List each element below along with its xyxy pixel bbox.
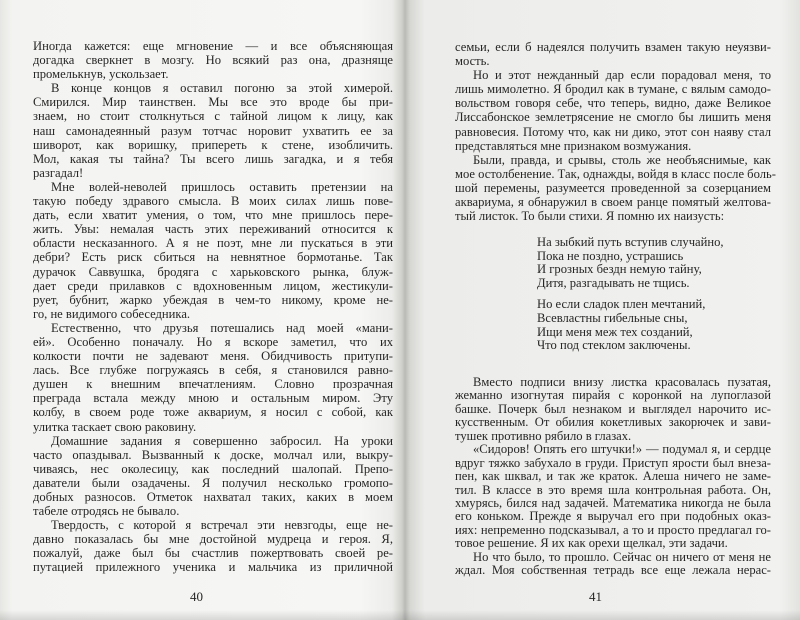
text-line: кусственным. От обилия кокетливых закорючек и зави- bbox=[455, 415, 771, 430]
text-line: Естественно, что друзья потешались над моей «мани- bbox=[51, 320, 393, 335]
text-line: рует, бубнит, жарко убеждая в чем-то никому, кроме не- bbox=[33, 292, 393, 307]
poem-line: И грозных бездн немую тайну, bbox=[537, 262, 702, 277]
text-line: Иногда кажется: еще мгновение — и все объясняющая bbox=[33, 39, 393, 53]
text-line: наш самонадеянный разум тотчас норовит ухватить ее за bbox=[33, 123, 393, 138]
page-number-right: 41 bbox=[589, 589, 602, 604]
right-page-text-bottom bbox=[455, 376, 771, 578]
text-line: колбу, в своем роде тоже аквариум, я носил с собой, как bbox=[33, 405, 393, 420]
text-line: душен к внешним впечатлениям. Словно прозрачная bbox=[33, 377, 393, 392]
text-line: вольством говоря себе, что теперь, видно, даже Великое bbox=[455, 96, 771, 111]
text-line: его коньком. Прежде я выручал его при подобных оказ- bbox=[455, 509, 771, 524]
text-line: лишь мимолетно. Я бродил как в тумане, с вялым самодо- bbox=[455, 82, 771, 97]
left-page-text bbox=[33, 39, 393, 575]
poem bbox=[537, 236, 777, 353]
text-line: лась. Все глубже погружаясь в себя, я становился равно- bbox=[33, 363, 393, 378]
text-line: табеле отродясь не бывало. bbox=[33, 504, 180, 519]
text-line: тый листок. То были стихи. Я помню их наизусть: bbox=[455, 209, 725, 224]
text-line: ей». Особенно поначалу. Но я вскоре заметил, что их bbox=[33, 334, 393, 349]
text-line: тил. В классе в это время шла контрольная работа. Он, bbox=[455, 482, 771, 497]
text-line: го, не видимого собеседника. bbox=[33, 306, 191, 321]
text-line: шиворот, как воришку, припереть к стене, изобличить. bbox=[33, 137, 393, 152]
text-line: путацией прилежного ученика и мальчика из приличной bbox=[33, 560, 393, 575]
text-line: часто опаздывал. Вызванный к доске, молчал или, выкру- bbox=[33, 447, 393, 462]
text-line: Лиссабонское землетрясение не смогло бы лишить меня bbox=[455, 110, 771, 125]
text-line: знаем, но стоит столкнуться с тайной лицом к лицу, как bbox=[33, 109, 393, 124]
text-line: аквариума, я обнаружил в своем ранце помятый желтова- bbox=[455, 195, 771, 210]
text-line: мое остолбенение. Так, однажды, войдя в класс после боль- bbox=[455, 166, 776, 181]
poem-line: Но если сладок плен мечтаний, bbox=[537, 297, 706, 312]
text-line: дает среди прилавков с вдохновенным лицом, жестикули- bbox=[33, 278, 393, 293]
text-line: добных разносов. Отметок нахватал таких, каких в моем bbox=[33, 490, 393, 504]
poem-line: Всевластны гибельные сны, bbox=[537, 310, 688, 325]
text-line: дурачок Саввушка, бродяга с харьковского рынка, блуж- bbox=[33, 264, 393, 279]
text-line: ждал. Моя собственная тетрадь все еще лежала нерас- bbox=[455, 563, 771, 578]
text-line: Смирился. Мир таинствен. Мы все это вроде бы при- bbox=[33, 95, 393, 110]
text-line: Вместо подписи внизу листка красовалась пузатая, bbox=[473, 375, 771, 389]
text-line: даватели были озадачены. Я получил несколько громопо- bbox=[33, 475, 393, 490]
text-line: дать, если хватит умения, о том, что мне пришлось пере- bbox=[33, 208, 393, 223]
text-line: Но что было, то прошло. Сейчас он ничего от меня не bbox=[473, 549, 771, 564]
text-line: давно показалась бы мне достойной мудреца и героя. Я, bbox=[33, 532, 393, 547]
text-line: мость. bbox=[455, 54, 490, 69]
text-line: Домашние задания я совершенно забросил. На уроки bbox=[51, 433, 393, 448]
text-line: области несказанного. А я не поэт, мне ли пускаться в эти bbox=[33, 236, 393, 251]
poem-line: Что под стеклом заключены. bbox=[537, 338, 691, 353]
poem-line: На зыбкий путь вступив случайно, bbox=[537, 235, 724, 249]
text-line: такую победу здравого смысла. В моих силах лишь пове- bbox=[33, 194, 393, 209]
text-line: пен, как шквал, и так же краток. Алеша ничего не заме- bbox=[455, 469, 771, 484]
text-line: улитка таскает свою раковину. bbox=[33, 419, 197, 434]
text-line: тушек противно рябило в глазах. bbox=[455, 428, 632, 443]
text-line: представляться мне признаком возмужания. bbox=[455, 138, 692, 153]
text-line: пожалуй, даже был бы счастлив пожертвовать своей ре- bbox=[33, 546, 393, 561]
page-number-left: 40 bbox=[190, 589, 203, 604]
text-line: товое решение. Я их как орехи щелкал, эти задачи. bbox=[455, 536, 728, 551]
text-line: Но и этот нежданный дар если порадовал меня, то bbox=[473, 68, 771, 83]
text-line: иях: непременно подсказывал, а то и просто предлагал го- bbox=[455, 522, 771, 537]
text-line: догадка сверкнет в мозгу. Но всякий раз она, дразняще bbox=[33, 53, 393, 68]
poem-line: Ищи меня меж тех созданий, bbox=[537, 324, 693, 339]
text-line: башке. Почерк был незнаком и выглядел нарочито ис- bbox=[455, 401, 771, 416]
text-line: жеманно изогнутая пирайя с коронкой на лупоглазой bbox=[455, 388, 771, 403]
text-line: чиваясь, нес околесицу, как последний шалопай. Препо- bbox=[33, 461, 393, 476]
poem-line: Дитя, разгадывать не тщись. bbox=[537, 275, 690, 290]
text-line: Были, правда, и срывы, столь же необъяснимые, как bbox=[473, 152, 771, 167]
text-line: Мол, какая ты тайна? Ты всего лишь загадка, и я тебя bbox=[33, 151, 393, 166]
text-line: хмурясь, бился над задачей. Математика никогда не была bbox=[455, 495, 771, 510]
text-line: «Сидоров! Опять его штучки!» — подумал я, и сердце bbox=[473, 442, 771, 457]
poem-line: Пока не поздно, устрашись bbox=[537, 248, 684, 263]
text-line: колкости почти не задевают меня. Обидчивость притупи- bbox=[33, 349, 393, 364]
text-line: вдруг тяжко забухало в груди. Приступ ярости был внеза- bbox=[455, 455, 771, 470]
text-line: преграда встала между мною и остальным миром. Эту bbox=[33, 391, 393, 406]
right-page-text-top bbox=[455, 40, 776, 224]
text-line: дебри? Есть риск сбиться на невнятное бормотанье. Так bbox=[33, 250, 393, 265]
scan-shadow bbox=[0, 610, 800, 620]
text-line: промелькнув, ускользает. bbox=[33, 67, 169, 82]
text-line: Мне волей-неволей пришлось оставить претензии на bbox=[51, 179, 393, 194]
text-line: жить. Увы: немалая часть этих переживаний относится к bbox=[33, 222, 393, 237]
text-line: шой перемены, разумеется проведенной за созерцанием bbox=[455, 180, 771, 195]
text-line: Твердость, с которой я встречал эти невзгоды, еще не- bbox=[51, 518, 393, 533]
text-line: семьи, если б надеялся получить взамен такую неуязви- bbox=[455, 40, 771, 54]
text-line: В конце концов я оставил погоню за этой химерой. bbox=[51, 81, 393, 96]
right-page bbox=[405, 0, 800, 620]
text-line: равновесия. Потому что, как ни дико, этот сон наяву стал bbox=[455, 124, 771, 139]
text-line: разгадал! bbox=[33, 165, 84, 180]
